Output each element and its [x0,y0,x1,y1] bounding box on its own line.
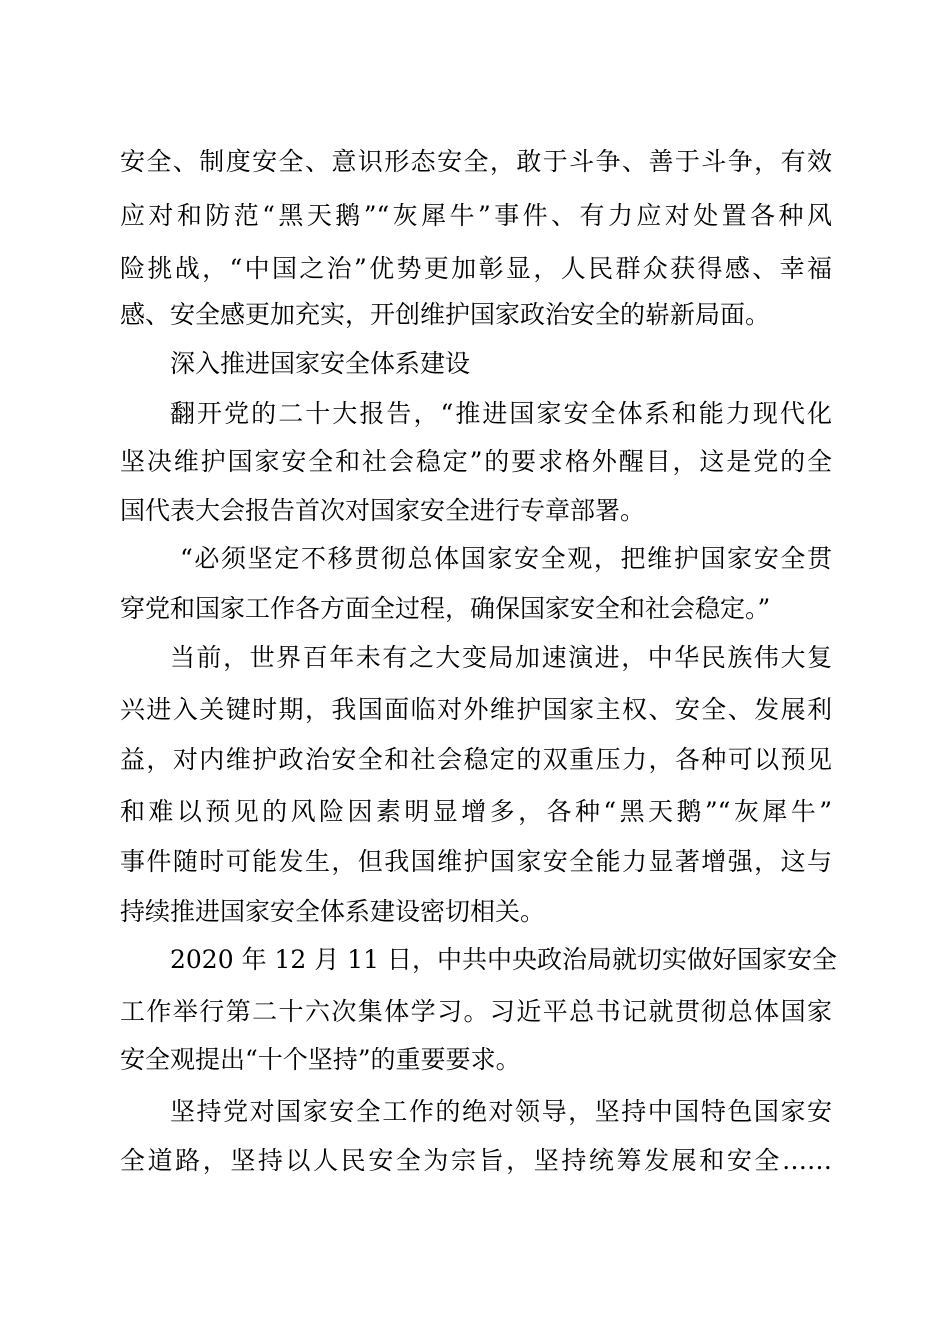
quote-line: 穿党和国家工作各方面全过程，确保国家安全和社会稳定。” [120,594,771,623]
text-line: 当前，世界百年未有之大变局加速演进，中华民族伟大复 [170,643,832,672]
text-line: 感、安全感更加充实，开创维护国家政治安全的崭新局面。 [120,300,771,329]
text-line: 坚决维护国家安全和社会稳定”的要求格外醒目，这是党的全 [120,447,832,476]
text-line: 全道路，坚持以人民安全为宗旨，坚持统筹发展和安全…… [120,1146,832,1175]
text-line: 工作举行第二十六次集体学习。习近平总书记就贯彻总体国家 [120,997,832,1026]
text-line: 安全观提出“十个坚持”的重要要求。 [120,1045,521,1074]
text-line: 和难以预见的风险因素明显增多，各种“黑天鹅”“灰犀牛” [120,797,832,826]
text-line: 国代表大会报告首次对国家安全进行专章部署。 [120,496,646,525]
text-line: 应对和防范“黑天鹅”“灰犀牛”事件、有力应对处置各种风 [120,201,832,230]
quote-line: “必须坚定不移贯彻总体国家安全观，把维护国家安全贯 [180,544,832,573]
text-line: 益，对内维护政治安全和社会稳定的双重压力，各种可以预见 [120,745,832,774]
text-line: 险挑战，“中国之治”优势更加彰显，人民群众获得感、幸福 [120,254,832,283]
text-line: 坚持党对国家安全工作的绝对领导，坚持中国特色国家安 [170,1097,832,1126]
text-line: 翻开党的二十大报告，“推进国家安全体系和能力现代化 [170,399,832,428]
text-line: 安全、制度安全、意识形态安全，敢于斗争、善于斗争，有效 [120,147,832,176]
text-line: 持续推进国家安全体系建设密切相关。 [120,897,546,926]
text-line: 兴进入关键时期，我国面临对外维护国家主权、安全、发展利 [120,695,832,724]
text-line: 事件随时可能发生，但我国维护国家安全能力显著增强，这与 [120,847,832,876]
section-heading: 深入推进国家安全体系建设 [170,349,471,378]
text-line: 2020 年 12 月 11 日，中共中央政治局就切实做好国家安全 [170,945,837,974]
